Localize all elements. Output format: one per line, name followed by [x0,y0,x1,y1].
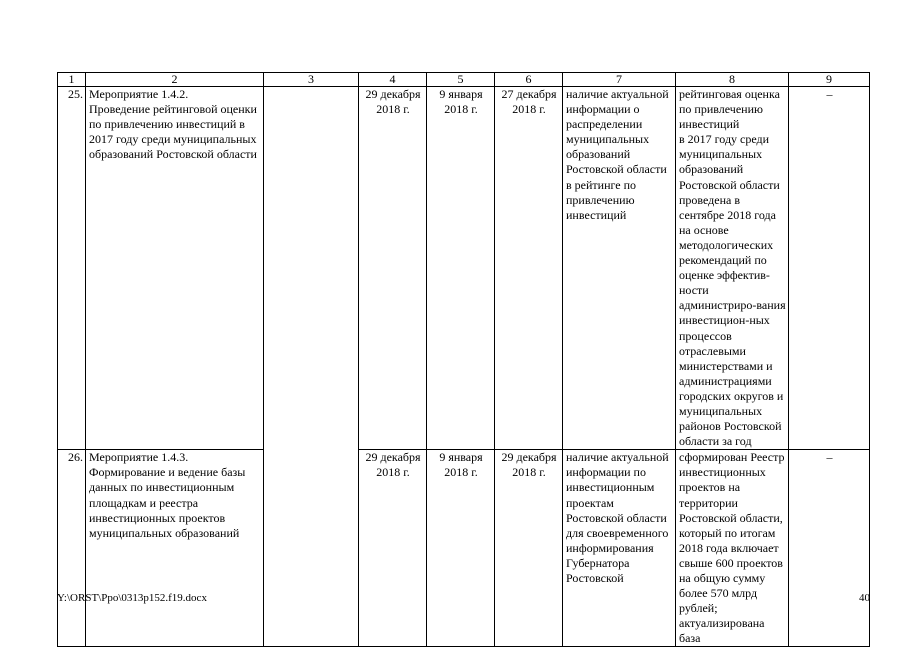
header-cell: 2 [86,73,264,87]
row-number: 26. [58,450,86,647]
header-cell: 3 [264,73,359,87]
measure-cell: Мероприятие 1.4.3. Формирование и ведение базы данных по инвестиционным площадкам и реестра инвестиционных проектов муниципальных образований [86,450,264,647]
table-row [58,87,870,450]
header-cell: 6 [495,73,563,87]
planned-date-cell: 29 декабря 2018 г. [359,450,427,647]
footer-file-path: Y:\ORST\Ppo\0313p152.f19.docx [57,592,207,604]
table-row [58,450,870,647]
header-cell: 7 [563,73,676,87]
report-table [57,72,870,647]
reason-cell: – [789,450,870,647]
end-date-cell: 27 декабря 2018 г. [495,87,563,450]
start-date-cell: 9 января 2018 г. [427,450,495,647]
reason-cell: – [789,87,870,450]
planned-result-cell: наличие актуальной информации по инвестиционным проектам Ростовской области для своевременного информирования Губернатора Ростовской [563,450,676,647]
column-number-row [58,73,870,87]
page-number: 40 [859,592,870,604]
planned-result-cell: наличие актуальной информации о распределении муниципальных образований Ростовской области в рейтинге по привлечению инвестиций [563,87,676,450]
actual-result-cell: рейтинговая оценка по привлечению инвестиций в 2017 году среди муниципальных образований Ростовской области проведена в сентябре 2018 года на основе методологических рекомендаций по оценке эффектив-ности администриро-вания инвестицион-ных процессов отраслевыми министерствами и администрациями городских округов и муниципальных районов Ростовской области за год [676,87,789,450]
measure-cell: Мероприятие 1.4.2. Проведение рейтинговой оценки по привлечению инвестиций в 2017 году среди муниципальных образований Ростовской области [86,87,264,450]
actual-result-cell: сформирован Реестр инвестиционных проектов на территории Ростовской области, который по итогам 2018 года включает свыше 600 проектов на общую сумму более 570 млрд рублей; актуализирована база [676,450,789,647]
header-cell: 5 [427,73,495,87]
header-cell: 1 [58,73,86,87]
executor-cell [264,87,359,647]
end-date-cell: 29 декабря 2018 г. [495,450,563,647]
start-date-cell: 9 января 2018 г. [427,87,495,450]
header-cell: 4 [359,73,427,87]
planned-date-cell: 29 декабря 2018 г. [359,87,427,450]
row-number: 25. [58,87,86,450]
header-cell: 9 [789,73,870,87]
header-cell: 8 [676,73,789,87]
